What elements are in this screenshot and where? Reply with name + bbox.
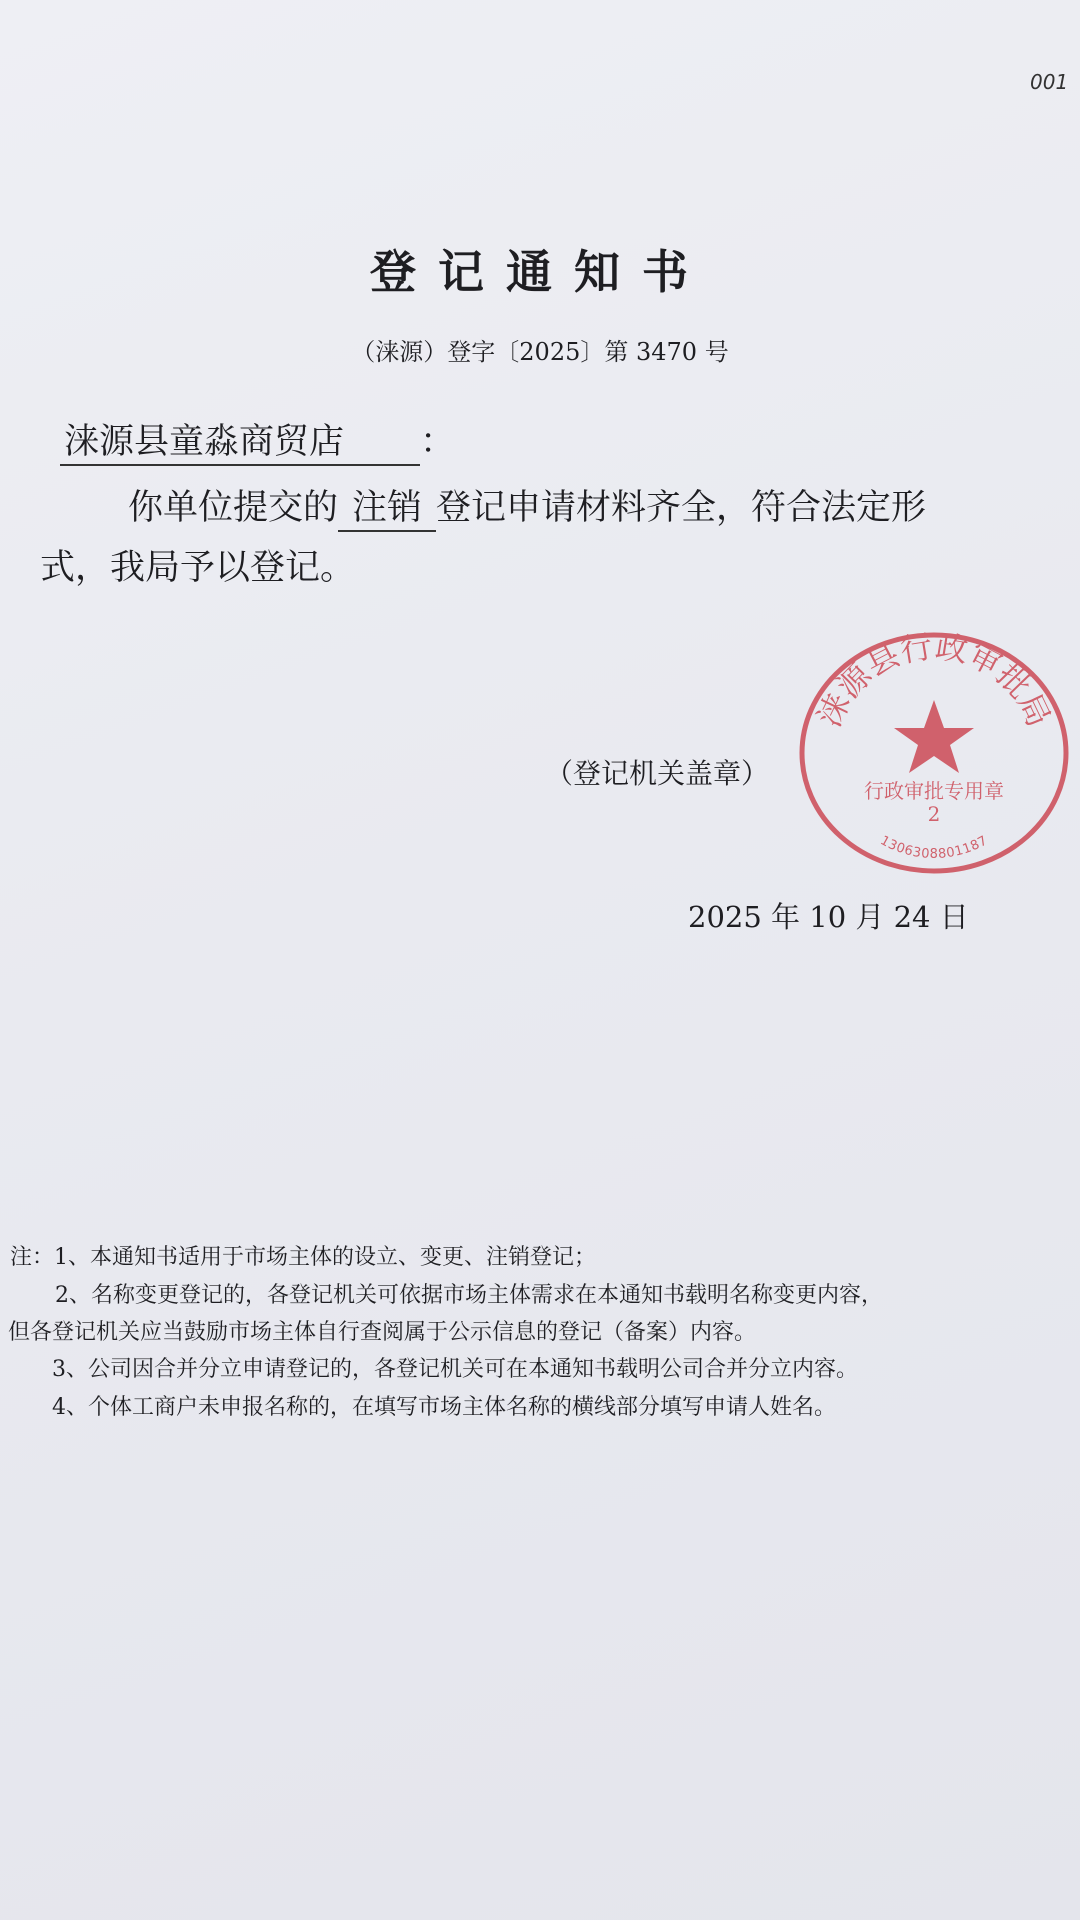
body-suffix: 登记申请材料齐全，符合法定形 [436, 488, 927, 528]
issue-date: 2025 年 10 月 24 日 [688, 900, 969, 934]
seal-purpose-text: 行政审批专用章 [864, 779, 1004, 803]
seal-serial: 2 [927, 802, 941, 826]
addressee-line [60, 414, 455, 466]
note-2: 2、名称变更登记的，各登记机关可依据市场主体需求在本通知书载明名称变更内容， [55, 1283, 883, 1308]
note-4: 4、个体工商户未申报名称的，在填写市场主体名称的横线部分填写申请人姓名。 [52, 1395, 836, 1420]
body-prefix: 你单位提交的 [128, 488, 339, 528]
body-line-1 [128, 480, 926, 532]
seal-org-text: 涞源县行政审批局 [809, 628, 1059, 733]
registration-type: 注销 [338, 480, 436, 532]
note-2-continued: 但各登记机关应当鼓励市场主体自行查阅属于公示信息的登记（备案）内容。 [8, 1320, 757, 1345]
svg-text:1306308801187 [878, 833, 991, 862]
page-number-handwritten: 001 [1030, 70, 1069, 94]
seal-label: （登记机关盖章） [545, 757, 770, 790]
note-3: 3、公司因合并分立申请登记的，各登记机关可在本通知书载明公司合并分立内容。 [52, 1357, 858, 1382]
note-1: 注：1、本通知书适用于市场主体的设立、变更、注销登记； [10, 1245, 596, 1270]
addressee-name: 涞源县童淼商贸店 [60, 414, 420, 466]
official-seal [794, 628, 1074, 878]
star-icon [894, 700, 974, 773]
reference-number: （涞源）登字〔2025〕第 3470 号 [351, 338, 729, 366]
body-line-2: 式，我局予以登记。 [40, 548, 356, 588]
seal-code: 1306308801187 [877, 833, 991, 862]
addressee-colon: ： [420, 422, 456, 462]
document-title: 登记通知书 [370, 245, 710, 299]
